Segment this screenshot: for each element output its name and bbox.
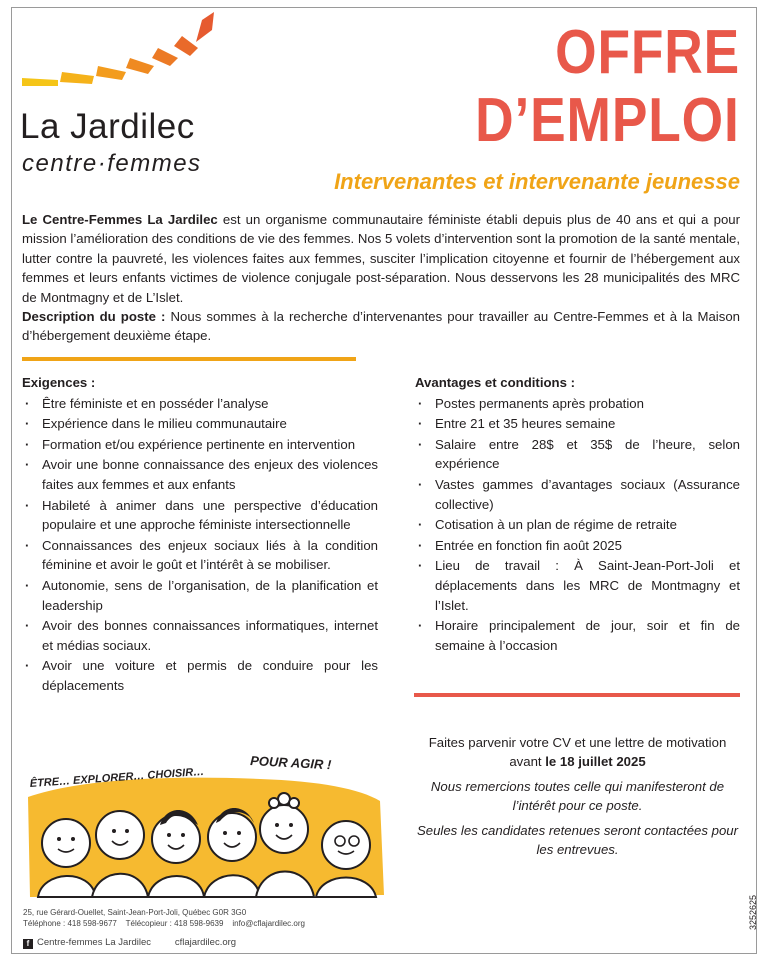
list-item: · Vastes gammes d’avantages sociaux (Assurance collective) [415, 475, 740, 514]
list-item: · Avoir une bonne connaissance des enjeux des violences faites aux femmes et aux enfants [22, 455, 378, 494]
list-item: · Cotisation à un plan de régime de retraite [415, 515, 740, 535]
divider-yellow [22, 357, 356, 361]
footer-fax: Télécopieur : 418 598-9639 [125, 919, 224, 928]
logo-sunburst-icon [18, 10, 218, 90]
job-description-label: Description du poste : [22, 309, 166, 325]
divider-red [414, 693, 740, 697]
logo-subtitle: centre·femmes [22, 150, 202, 177]
list-item: · Salaire entre 28$ et 35$ de l’heure, selon expérience [415, 435, 740, 474]
job-subtitle: Intervenantes et intervenante jeunesse [334, 169, 740, 194]
slogan-explore: ÊTRE… EXPLORER… CHOISIR… [29, 765, 205, 790]
slogan-act: POUR AGIR ! [249, 753, 332, 773]
list-item: · Avoir une voiture et permis de conduire pour les déplacements [22, 656, 378, 695]
footer-social [23, 937, 236, 949]
page-title-line2: D’EMPLOI [475, 86, 740, 155]
org-name: Le Centre-Femmes La Jardilec [22, 212, 218, 227]
footer-website[interactable]: cflajardilec.org [174, 937, 237, 948]
footer-facebook[interactable]: Centre-femmes La Jardilec [37, 937, 152, 948]
application-instructions [415, 733, 740, 864]
thanks-text: Nous remercions toutes celle qui manifesteront de l’intérêt pour ce poste. [430, 778, 725, 814]
ad-code: 3252625 [748, 894, 758, 930]
list-item: · Habileté à animer dans une perspective d’éducation populaire et une approche féministe intersectionnelle [22, 496, 378, 535]
list-item: · Postes permanents après probation [415, 394, 740, 414]
list-item: · Lieu de travail : À Saint-Jean-Port-Joli et déplacements dans les MRC de Montmagny et l’Islet. [415, 556, 740, 615]
requirements-heading: Exigences : [22, 375, 96, 390]
list-item: · Entre 21 et 35 heures semaine [415, 414, 740, 434]
list-item: · Formation et/ou expérience pertinente en intervention [22, 435, 378, 455]
list-item: · Être féministe et en posséder l’analyse [22, 394, 378, 414]
intro-paragraph [22, 210, 740, 346]
footer-contacts [23, 919, 305, 928]
list-item: · Horaire principalement de jour, soir et fin de semaine à l’occasion [415, 616, 740, 655]
logo-name: La Jardilec [20, 107, 195, 146]
list-item: · Entrée en fonction fin août 2025 [415, 536, 740, 556]
benefits-section [415, 373, 740, 656]
footer-email[interactable]: info@cflajardilec.org [232, 919, 305, 928]
cta-text: Faites parvenir votre CV et une lettre de motivation avant [428, 735, 727, 770]
requirements-list [22, 394, 378, 696]
list-item: · Expérience dans le milieu communautaire [22, 414, 378, 434]
org-description: est un organisme communautaire féministe établi depuis plus de 40 ans et qui a pour mission l’amélioration des conditions de vie des femmes. Nos 5 volets d’intervention sont la promotion de la santé mentale, lutter contre la pauvreté, les violences faites aux femmes, susciter l’implication citoyenne et fournir de l’hébergement aux femmes et leurs enfants victimes de violence conjugale post-séparation. Nous desservons les 28 municipalités des MRC de Montmagny et de L’Islet. [22, 212, 741, 305]
benefits-heading: Avantages et conditions : [415, 375, 575, 390]
requirements-section [22, 373, 378, 697]
list-item: · Avoir des bonnes connaissances informatiques, internet et médias sociaux. [22, 616, 378, 655]
page-title-line1: OFFRE [555, 18, 740, 87]
deadline: le 18 juillet 2025 [545, 754, 646, 770]
facebook-icon: f [23, 939, 33, 949]
footer-phone: Téléphone : 418 598-9677 [23, 919, 117, 928]
list-item: · Autonomie, sens de l’organisation, de la planification et leadership [22, 576, 378, 615]
list-item: · Connaissances des enjeux sociaux liés à la condition féminine et avoir le goût et l’intérêt à se mobiliser. [22, 536, 378, 575]
footer-address: 25, rue Gérard-Ouellet, Saint-Jean-Port-Joli, Québec G0R 3G0 [23, 908, 247, 917]
job-description-text: Nous sommes à la recherche d’intervenantes pour travailler au Centre-Femmes et à la Maison d’hébergement deuxième étape. [22, 309, 740, 344]
selection-note: Seules les candidates retenues seront contactées pour les entrevues. [416, 822, 739, 858]
benefits-list [415, 394, 740, 656]
women-group-illustration [20, 745, 392, 907]
